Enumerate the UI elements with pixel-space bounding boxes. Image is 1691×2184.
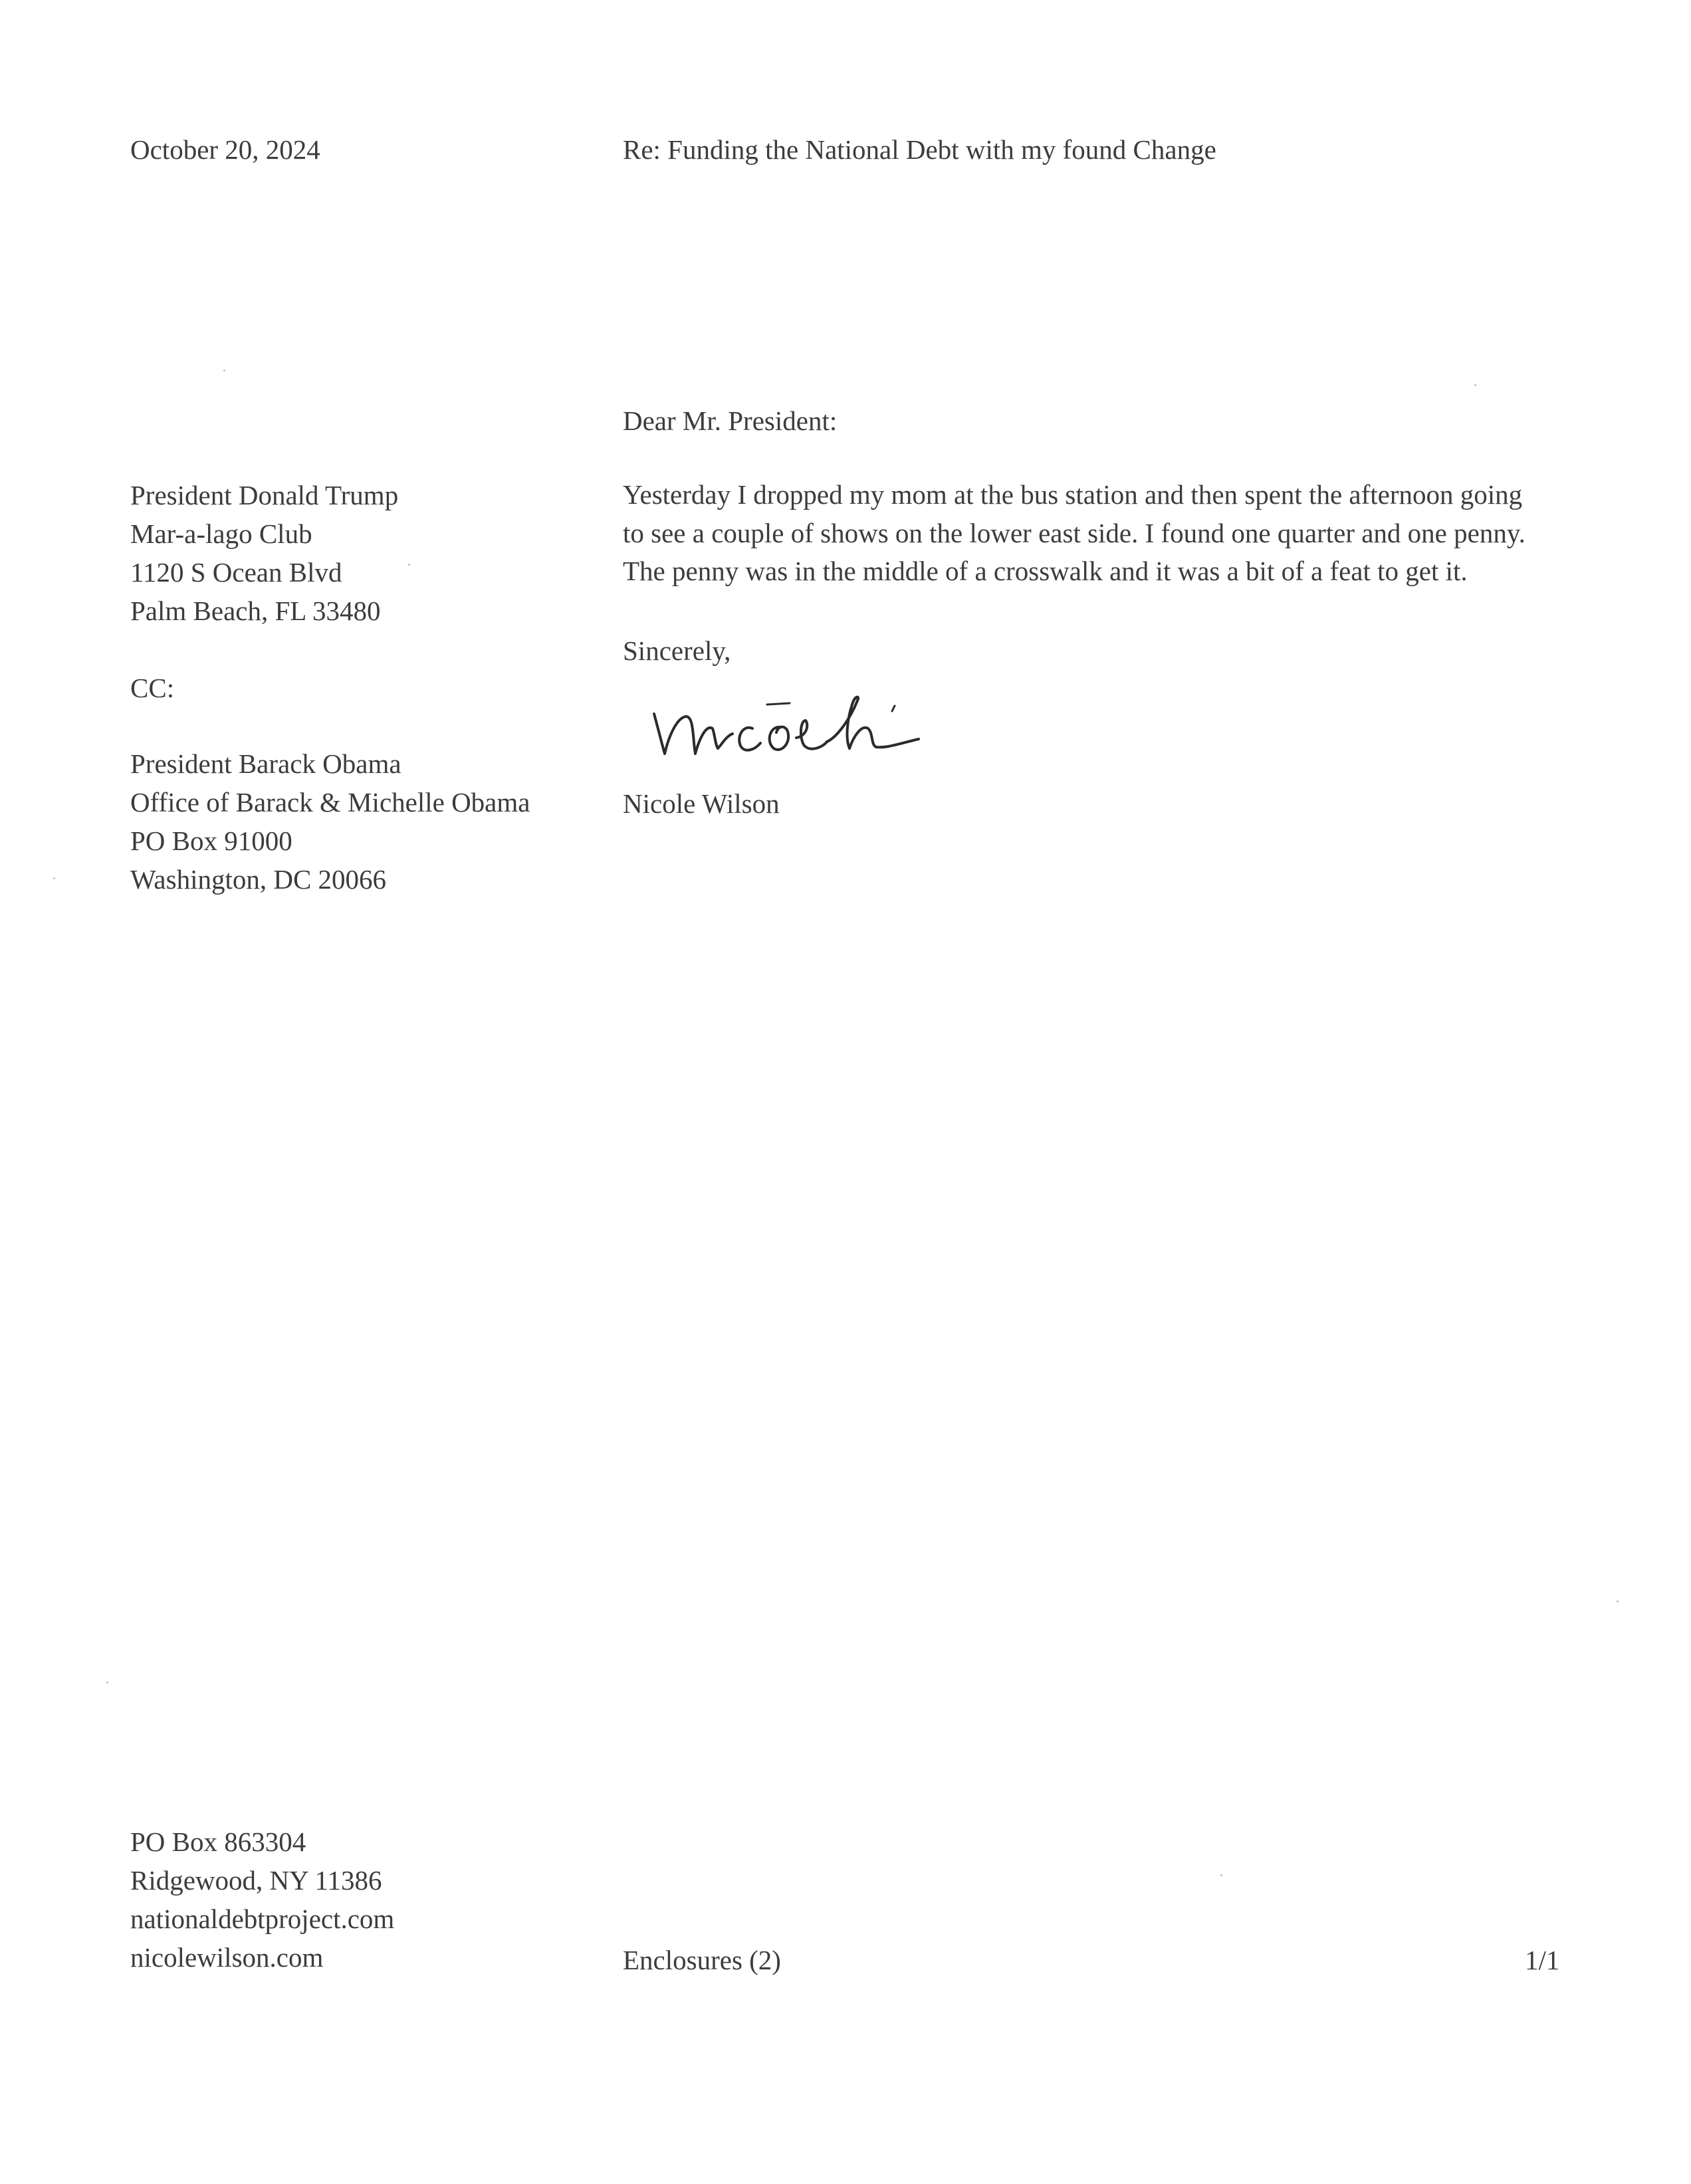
body-line: to see a couple of shows on the lower east side. I found one quarter and one penny. (623, 517, 1525, 548)
cc-address-line: Office of Barack & Michelle Obama (130, 787, 530, 818)
signer-name: Nicole Wilson (623, 788, 780, 819)
scan-speck (408, 564, 410, 566)
scan-speck (1617, 1600, 1619, 1602)
scan-speck (106, 1682, 108, 1684)
sender-city: Ridgewood, NY 11386 (130, 1865, 382, 1896)
scan-speck (53, 877, 55, 879)
cc-label: CC: (130, 673, 175, 703)
cc-address (130, 744, 530, 899)
scan-speck (1474, 384, 1476, 386)
salutation: Dear Mr. President: (623, 405, 838, 436)
letter-body (623, 476, 1525, 591)
page-number: 1/1 (1525, 1945, 1560, 1975)
letter-subject: Re: Funding the National Debt with my found Change (623, 134, 1216, 165)
recipient-address (130, 476, 398, 630)
scan-speck (1220, 1874, 1222, 1876)
enclosures-note: Enclosures (2) (623, 1945, 781, 1975)
scan-speck (223, 370, 225, 372)
recipient-address-line: 1120 S Ocean Blvd (130, 557, 342, 588)
cc-address-line: Washington, DC 20066 (130, 864, 387, 895)
recipient-address-line: Mar-a-lago Club (130, 518, 312, 549)
cc-recipient-name: President Barack Obama (130, 748, 401, 779)
sender-po-box: PO Box 863304 (130, 1826, 306, 1857)
sender-website: nicolewilson.com (130, 1942, 324, 1973)
body-line: The penny was in the middle of a crosswalk and it was a bit of a feat to get it. (623, 556, 1468, 586)
letter-date: October 20, 2024 (130, 134, 320, 165)
body-line: Yesterday I dropped my mom at the bus station and then spent the afternoon going (623, 479, 1523, 510)
cc-address-line: PO Box 91000 (130, 825, 292, 856)
signature (646, 673, 965, 772)
closing: Sincerely, (623, 635, 731, 666)
sender-website: nationaldebtproject.com (130, 1904, 395, 1934)
recipient-name: President Donald Trump (130, 480, 399, 510)
sender-contact (130, 1822, 394, 1977)
recipient-address-line: Palm Beach, FL 33480 (130, 596, 381, 626)
